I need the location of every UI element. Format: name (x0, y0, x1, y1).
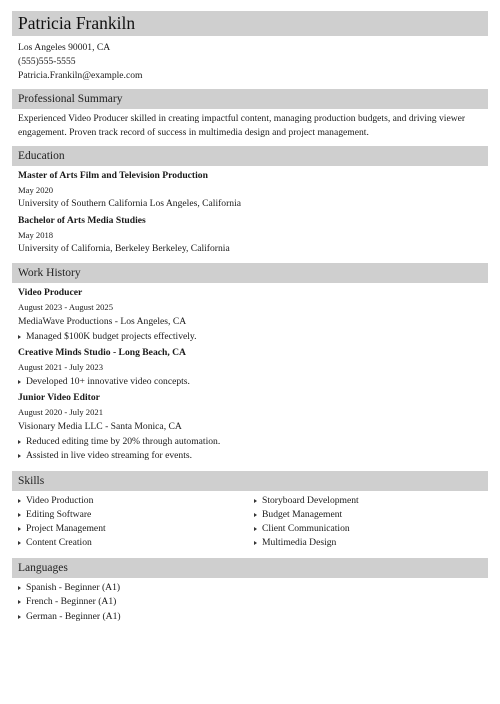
skill-item: Video Production (18, 495, 93, 507)
job-title: Creative Minds Studio - Long Beach, CA (18, 347, 186, 358)
summary-text: Experienced Video Producer skilled in creating impactful content, managing production budgets, and driving viewer engagement. Proven track record of success in multimedia design and project management. (18, 113, 466, 138)
job-title: Junior Video Editor (18, 392, 100, 403)
skills-header-band (12, 471, 488, 491)
skills-title: Skills (18, 475, 45, 487)
skill-item: Storyboard Development (254, 495, 359, 507)
email: Patricia.Frankiln@example.com (18, 70, 143, 81)
candidate-name: Patricia Frankiln (18, 13, 136, 33)
summary-title: Professional Summary (18, 93, 123, 105)
education-degree: Bachelor of Arts Media Studies (18, 215, 146, 226)
education-degree: Master of Arts Film and Television Production (18, 170, 208, 181)
job-dates: August 2021 - July 2023 (18, 362, 103, 372)
skill-item: Budget Management (254, 509, 342, 521)
job-company: Visionary Media LLC - Santa Monica, CA (18, 421, 182, 432)
job-dates: August 2020 - July 2021 (18, 407, 103, 417)
education-school: University of California, Berkeley Berkeley, California (18, 243, 230, 254)
job-bullet: Reduced editing time by 20% through automation. (18, 436, 220, 448)
job-bullet: Managed $100K budget projects effectively. (18, 331, 197, 343)
job-dates: August 2023 - August 2025 (18, 302, 114, 312)
education-header-band (12, 146, 488, 166)
job-bullet: Developed 10+ innovative video concepts. (18, 376, 190, 388)
skill-item: Project Management (18, 523, 106, 535)
education-title: Education (18, 150, 65, 162)
skill-item: Content Creation (18, 537, 92, 549)
work-header-band (12, 263, 488, 283)
skill-item: Multimedia Design (254, 537, 336, 549)
skill-item: Client Communication (254, 523, 350, 535)
phone: (555)555-5555 (18, 56, 76, 67)
job-company: MediaWave Productions - Los Angeles, CA (18, 316, 187, 327)
education-date: May 2020 (18, 185, 54, 195)
work-title: Work History (18, 267, 81, 279)
address: Los Angeles 90001, CA (18, 42, 111, 53)
languages-header-band (12, 558, 488, 578)
skill-item: Editing Software (18, 509, 91, 521)
language-item: German - Beginner (A1) (18, 611, 121, 623)
job-bullet: Assisted in live video streaming for events. (18, 450, 192, 462)
education-school: University of Southern California Los Angeles, California (18, 198, 242, 209)
language-item: Spanish - Beginner (A1) (18, 582, 120, 594)
languages-title: Languages (18, 562, 68, 574)
job-title: Video Producer (18, 287, 83, 298)
education-date: May 2018 (18, 230, 54, 240)
language-item: French - Beginner (A1) (18, 596, 116, 608)
